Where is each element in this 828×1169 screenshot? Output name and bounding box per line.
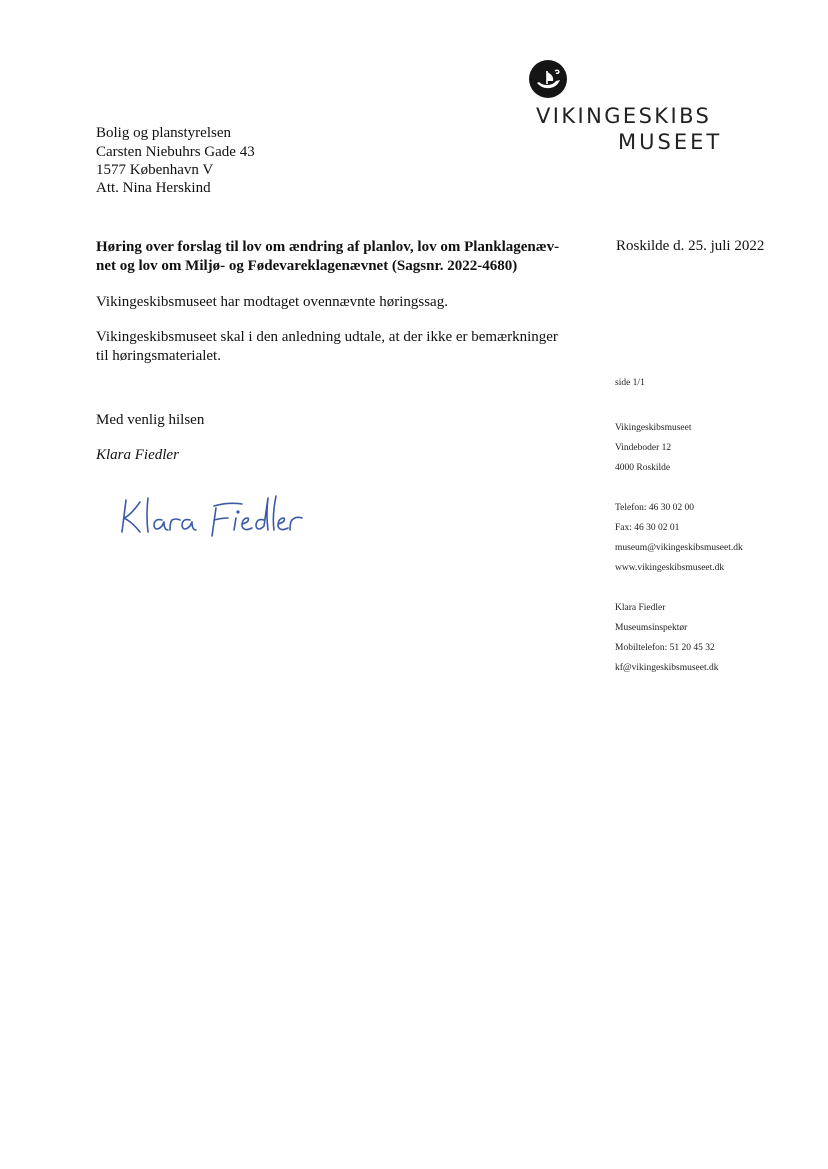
recipient-line-1: Bolig og planstyrelsen <box>96 125 231 141</box>
body-paragraph-2-line-1: Vikingeskibsmuseet skal i den anledning udtale, at der ikke er bemærkninger <box>96 329 558 345</box>
sidebar-street: Vindeboder 12 <box>615 443 672 453</box>
sidebar-contact-title: Museumsinspektør <box>615 623 688 633</box>
sidebar-contact-mobile: Mobiltelefon: 51 20 45 32 <box>615 643 715 653</box>
handwritten-signature <box>118 486 308 546</box>
sidebar-phone: Telefon: 46 30 02 00 <box>615 503 695 513</box>
logo-wordmark-line2: MUSEET <box>618 130 723 154</box>
viking-ship-circle-icon <box>528 59 568 99</box>
recipient-line-4: Att. Nina Herskind <box>96 180 211 196</box>
recipient-line-2: Carsten Niebuhrs Gade 43 <box>96 144 255 160</box>
sidebar-org-name: Vikingeskibsmuseet <box>615 423 692 433</box>
body-paragraph-2-line-2: til høringsmaterialet. <box>96 348 221 364</box>
subject-line-1: Høring over forslag til lov om ændring af planlov, lov om Planklagenæv- <box>96 239 560 255</box>
signer-name: Klara Fiedler <box>96 447 179 463</box>
body-paragraph-2 <box>96 328 566 366</box>
body-paragraph-1: Vikingeskibsmuseet har modtaget ovennævnte høringssag. <box>96 294 448 310</box>
sidebar-email[interactable]: museum@vikingeskibsmuseet.dk <box>615 543 743 553</box>
page-number: side 1/1 <box>615 378 645 388</box>
recipient-line-3: 1577 København V <box>96 162 214 178</box>
sidebar-fax: Fax: 46 30 02 01 <box>615 523 680 533</box>
subject-line-2: net og lov om Miljø- og Fødevareklagenævnet (Sagsnr. 2022-4680) <box>96 258 518 274</box>
letter-date: Roskilde d. 25. juli 2022 <box>616 238 765 254</box>
logo-wordmark-line1: VIKINGESKIBS <box>536 104 712 128</box>
closing-greeting: Med venlig hilsen <box>96 412 205 428</box>
sidebar-city: 4000 Roskilde <box>615 463 671 473</box>
letter-subject <box>96 238 566 276</box>
sidebar-contact-name: Klara Fiedler <box>615 603 666 613</box>
sidebar-contact-email[interactable]: kf@vikingeskibsmuseet.dk <box>615 663 719 673</box>
sidebar-website[interactable]: www.vikingeskibsmuseet.dk <box>615 563 725 573</box>
